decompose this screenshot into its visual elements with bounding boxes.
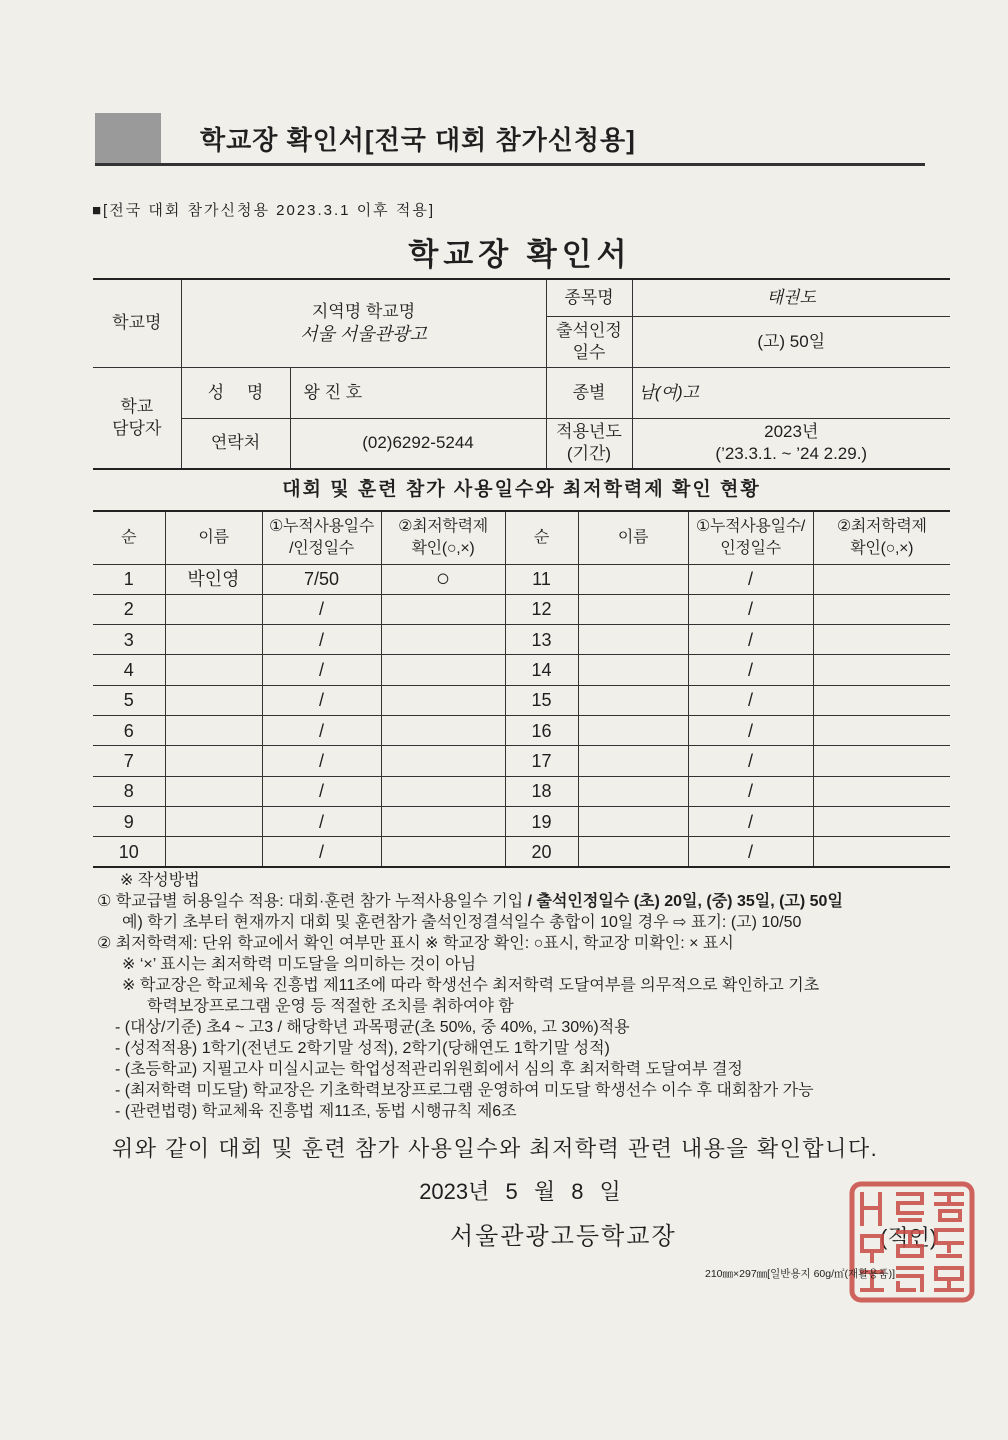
athlete-name	[165, 746, 262, 776]
header-name-left: 이름	[165, 511, 262, 564]
school-name-value: 서울 서울관광고	[300, 324, 427, 345]
athlete-name	[578, 837, 688, 867]
athlete-name	[165, 776, 262, 806]
athlete-name	[578, 625, 688, 655]
attendance-value: (고) 50일	[632, 316, 950, 367]
cumulative-days: /	[688, 655, 813, 685]
header-name-right: 이름	[578, 511, 688, 564]
official-seal-stamp	[848, 1180, 976, 1304]
row-number: 3	[93, 625, 165, 655]
cumulative-days: /	[262, 625, 381, 655]
min-academic-check	[813, 746, 950, 776]
period-label-cell	[546, 418, 632, 469]
phone-label: 연락처	[181, 418, 290, 469]
contact-label-line1: 학교	[120, 396, 154, 416]
detail-item: - (대상/기준) 초4 ~ 고3 / 해당학년 과목평균(초 50%, 중 40%, 고 30%)적용	[115, 1019, 630, 1036]
row-number: 20	[505, 837, 578, 867]
cumulative-days: /	[262, 715, 381, 745]
row-number: 17	[505, 746, 578, 776]
contact-label-line2: 담당자	[112, 418, 162, 438]
athlete-name	[578, 806, 688, 836]
row-number: 9	[93, 806, 165, 836]
status-row	[93, 837, 950, 867]
cumulative-days: /	[688, 806, 813, 836]
row-number: 1	[93, 564, 165, 594]
instruction-2-note-2-cont: 학력보장프로그램 운영 등 적절한 조치를 취하여야 함	[147, 998, 514, 1015]
min-academic-check	[813, 655, 950, 685]
school-region-label: 지역명 학교명	[311, 302, 416, 322]
min-academic-check	[381, 837, 505, 867]
athlete-name	[578, 776, 688, 806]
instruction-1-text: ① 학교급별 허용일수 적용: 대회·훈련 참가 누적사용일수 기입	[97, 893, 528, 910]
row-number: 15	[505, 685, 578, 715]
header-check-right-line2: 확인(○,×)	[850, 539, 914, 557]
cumulative-days: /	[688, 685, 813, 715]
period-label-line2: (기간)	[566, 444, 612, 464]
cumulative-days: /	[262, 776, 381, 806]
row-number: 7	[93, 746, 165, 776]
min-academic-check	[813, 715, 950, 745]
sport-label: 종목명	[546, 279, 632, 316]
status-header-row	[93, 511, 950, 564]
min-academic-check	[813, 625, 950, 655]
athlete-name	[165, 715, 262, 745]
athlete-name: 박인영	[165, 564, 262, 594]
row-number: 8	[93, 776, 165, 806]
athlete-name	[578, 564, 688, 594]
period-range: (’23.3.1. ~ ’24 2.29.)	[715, 444, 868, 464]
status-row	[93, 746, 950, 776]
cumulative-days: /	[262, 655, 381, 685]
min-academic-check	[813, 806, 950, 836]
phone-value: (02)6292-5244	[290, 418, 546, 469]
status-table-body	[93, 564, 950, 867]
row-number: 10	[93, 837, 165, 867]
header-check-left	[381, 511, 505, 564]
header-gray-block	[95, 113, 161, 165]
instruction-2-note-1: ※ ‘×’ 표시는 최저학력 미도달을 의미하는 것이 아님	[122, 956, 477, 973]
row-number: 6	[93, 715, 165, 745]
cumulative-days: /	[262, 594, 381, 624]
athlete-name	[165, 625, 262, 655]
instruction-2: ② 최저학력제: 단위 학교에서 확인 여부만 표시 ※ 학교장 확인: ○표시, 학교장 미확인: × 표시	[97, 935, 734, 952]
cumulative-days: /	[262, 837, 381, 867]
cumulative-days: /	[688, 837, 813, 867]
contact-person-label-cell	[93, 367, 181, 469]
name-value: 왕 진 호	[290, 367, 546, 418]
school-label: 학교명	[93, 279, 181, 367]
athlete-name	[165, 837, 262, 867]
status-row	[93, 715, 950, 745]
detail-item: - (최저학력 미도달) 학교장은 기초학력보장프로그램 운영하여 미도달 학생선수 이수 후 대회참가 가능	[115, 1082, 814, 1099]
status-table-title: 대회 및 훈련 참가 사용일수와 최저학력제 확인 현황	[282, 479, 761, 500]
attendance-label-line2: 일수	[572, 342, 606, 362]
min-academic-check	[381, 655, 505, 685]
status-table	[93, 510, 950, 868]
school-info-table	[93, 278, 950, 470]
cumulative-days: /	[262, 746, 381, 776]
document-header-title: 학교장 확인서[전국 대회 참가신청용]	[200, 125, 636, 155]
athlete-name	[165, 594, 262, 624]
cumulative-days: /	[262, 685, 381, 715]
instruction-2-note-2: ※ 학교장은 학교체육 진흥법 제11조에 따라 학생선수 최저학력 도달여부를 의무적으로 확인하고 기초	[122, 977, 820, 994]
detail-item: - (관련법령) 학교체육 진흥법 제11조, 동법 시행규칙 제6조	[115, 1103, 517, 1120]
cumulative-days: /	[688, 746, 813, 776]
school-name-cell	[181, 279, 546, 367]
header-days-right-line1: ①누적사용일수/	[695, 517, 806, 535]
athlete-name	[165, 806, 262, 836]
row-number: 16	[505, 715, 578, 745]
status-row	[93, 564, 950, 594]
signer-name: 서울관광고등학교장	[450, 1223, 677, 1250]
status-row	[93, 625, 950, 655]
sport-value: 태권도	[632, 279, 950, 316]
min-academic-check	[813, 685, 950, 715]
seal-label: (직인)	[880, 1225, 938, 1250]
cumulative-days: /	[688, 594, 813, 624]
min-academic-check	[381, 715, 505, 745]
header-days-right	[688, 511, 813, 564]
form-title: 학교장 확인서	[408, 237, 632, 272]
status-row	[93, 776, 950, 806]
notice-tag: ■[전국 대회 참가신청용 2023.3.1 이후 적용]	[92, 202, 435, 219]
header-days-left-line2: /인정일수	[289, 539, 354, 557]
min-academic-check	[381, 746, 505, 776]
attendance-label-line1: 출석인정	[556, 320, 622, 340]
period-label-line1: 적용년도	[556, 422, 622, 442]
min-academic-check	[381, 594, 505, 624]
issue-date: 2023년 5 월 8 일	[419, 1179, 621, 1204]
athlete-name	[578, 594, 688, 624]
row-number: 13	[505, 625, 578, 655]
cumulative-days: /	[262, 806, 381, 836]
instruction-1-example: 예) 학기 초부터 현재까지 대회 및 훈련참가 출석인정결석일수 총합이 10일 경우 ⇨ 표기: (고) 10/50	[122, 914, 802, 931]
writing-instructions	[0, 870, 1008, 1122]
athlete-name	[578, 715, 688, 745]
athlete-name	[578, 746, 688, 776]
header-no-right: 순	[505, 511, 578, 564]
athlete-name	[165, 655, 262, 685]
status-row	[93, 655, 950, 685]
category-label: 종별	[546, 367, 632, 418]
row-number: 5	[93, 685, 165, 715]
status-row	[93, 806, 950, 836]
cumulative-days: 7/50	[262, 564, 381, 594]
period-value-cell	[632, 418, 950, 469]
confirmation-statement: 위와 같이 대회 및 훈련 참가 사용일수와 최저학력 관련 내용을 확인합니다.	[112, 1136, 879, 1161]
cumulative-days: /	[688, 715, 813, 745]
min-academic-check	[381, 685, 505, 715]
cumulative-days: /	[688, 625, 813, 655]
row-number: 14	[505, 655, 578, 685]
header-days-left-line1: ①누적사용일수	[269, 517, 374, 535]
min-academic-check: ○	[381, 564, 505, 594]
row-number: 2	[93, 594, 165, 624]
header-days-right-line2: 인정일수	[720, 539, 781, 557]
min-academic-check	[813, 564, 950, 594]
row-number: 11	[505, 564, 578, 594]
min-academic-check	[381, 776, 505, 806]
header-check-left-line2: 확인(○,×)	[411, 539, 475, 557]
min-academic-check	[381, 625, 505, 655]
header-rule	[95, 163, 925, 166]
category-value: 남(여)고	[632, 367, 950, 418]
row-number: 4	[93, 655, 165, 685]
status-row	[93, 685, 950, 715]
header-check-right-line1: ②최저학력제	[836, 517, 927, 535]
status-row	[93, 594, 950, 624]
detail-item: - (초등학교) 지필고사 미실시교는 학업성적관리위원회에서 심의 후 최저학력 도달여부 결정	[115, 1061, 743, 1078]
min-academic-check	[381, 806, 505, 836]
min-academic-check	[813, 837, 950, 867]
name-label: 성 명	[181, 367, 290, 418]
header-check-right	[813, 511, 950, 564]
detail-item: - (성적적용) 1학기(전년도 2학기말 성적), 2학기(당해연도 1학기말 성적)	[115, 1040, 610, 1057]
attendance-label-cell	[546, 316, 632, 367]
min-academic-check	[813, 594, 950, 624]
min-academic-check	[813, 776, 950, 806]
header-no-left: 순	[93, 511, 165, 564]
instruction-1	[97, 891, 1008, 912]
row-number: 18	[505, 776, 578, 806]
instructions-heading: ※ 작성방법	[120, 872, 200, 889]
period-year: 2023년	[764, 422, 819, 442]
row-number: 19	[505, 806, 578, 836]
athlete-name	[578, 655, 688, 685]
athlete-name	[578, 685, 688, 715]
paper-spec-footer: 210㎜×297㎜[일반용지 60g/㎡(재활용품)]	[705, 1268, 895, 1280]
cumulative-days: /	[688, 776, 813, 806]
header-days-left	[262, 511, 381, 564]
instruction-1-bold: / 출석인정일수 (초) 20일, (중) 35일, (고) 50일	[527, 893, 843, 910]
cumulative-days: /	[688, 564, 813, 594]
row-number: 12	[505, 594, 578, 624]
header-check-left-line1: ②최저학력제	[398, 517, 488, 535]
athlete-name	[165, 685, 262, 715]
